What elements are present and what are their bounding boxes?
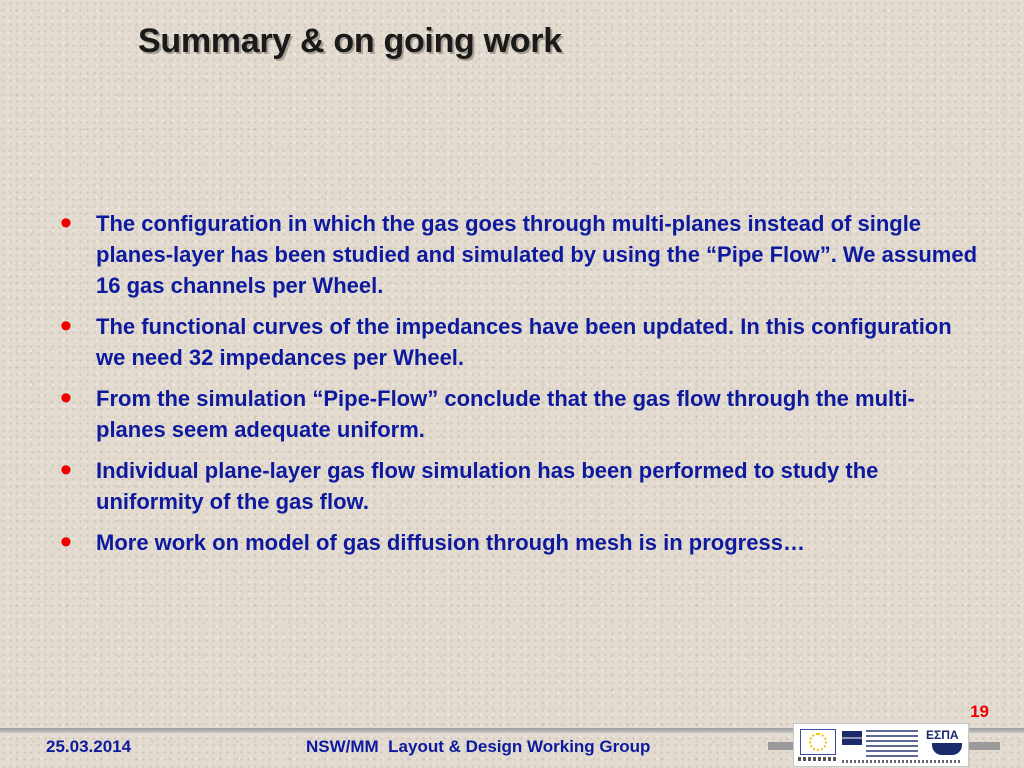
espa-logo-label: ΕΣΠΑ	[926, 728, 959, 742]
bullet-item	[60, 523, 980, 561]
education-program-text-decoration	[866, 730, 918, 760]
espa-logo-icon	[926, 729, 964, 761]
bullet-text: Individual plane-layer gas flow simulation has been performed to study the uniformity of the gas flow.	[96, 458, 879, 514]
bullet-marker-icon: •	[60, 523, 72, 561]
education-program-logo-icon	[842, 731, 862, 745]
bullet-text: More work on model of gas diffusion through mesh is in progress…	[96, 530, 805, 555]
bullet-item	[60, 204, 980, 301]
bullet-item	[60, 379, 980, 445]
bullet-marker-icon: •	[60, 451, 72, 489]
footer-date: 25.03.2014	[46, 737, 132, 756]
eu-stars-icon	[809, 733, 827, 751]
bullet-text: From the simulation “Pipe-Flow” conclude that the gas flow through the multi-planes seem adequate uniform.	[96, 386, 915, 442]
bullet-marker-icon: •	[60, 379, 72, 417]
bullet-item	[60, 307, 980, 373]
funding-logos	[793, 723, 969, 767]
bullet-marker-icon: •	[60, 307, 72, 345]
footer-title: NSW/MM Layout & Design Working Group	[306, 737, 651, 756]
eu-caption-decoration	[798, 757, 838, 761]
bullet-item	[60, 451, 980, 517]
espa-years-badge	[932, 743, 962, 755]
eu-flag-icon	[800, 729, 836, 755]
bullet-text: The configuration in which the gas goes through multi-planes instead of single planes-layer has been studied and simulated by using the “Pipe Flow”. We assumed 16 gas channels per Wheel.	[96, 211, 978, 298]
page-number: 19	[970, 702, 989, 721]
bullet-list	[60, 204, 980, 568]
slide-title: Summary & on going work	[138, 22, 562, 60]
logo-caption-decoration	[842, 760, 962, 763]
bullet-marker-icon: •	[60, 204, 72, 242]
bullet-text: The functional curves of the impedances have been updated. In this configuration we need 32 impedances per Wheel.	[96, 314, 952, 370]
